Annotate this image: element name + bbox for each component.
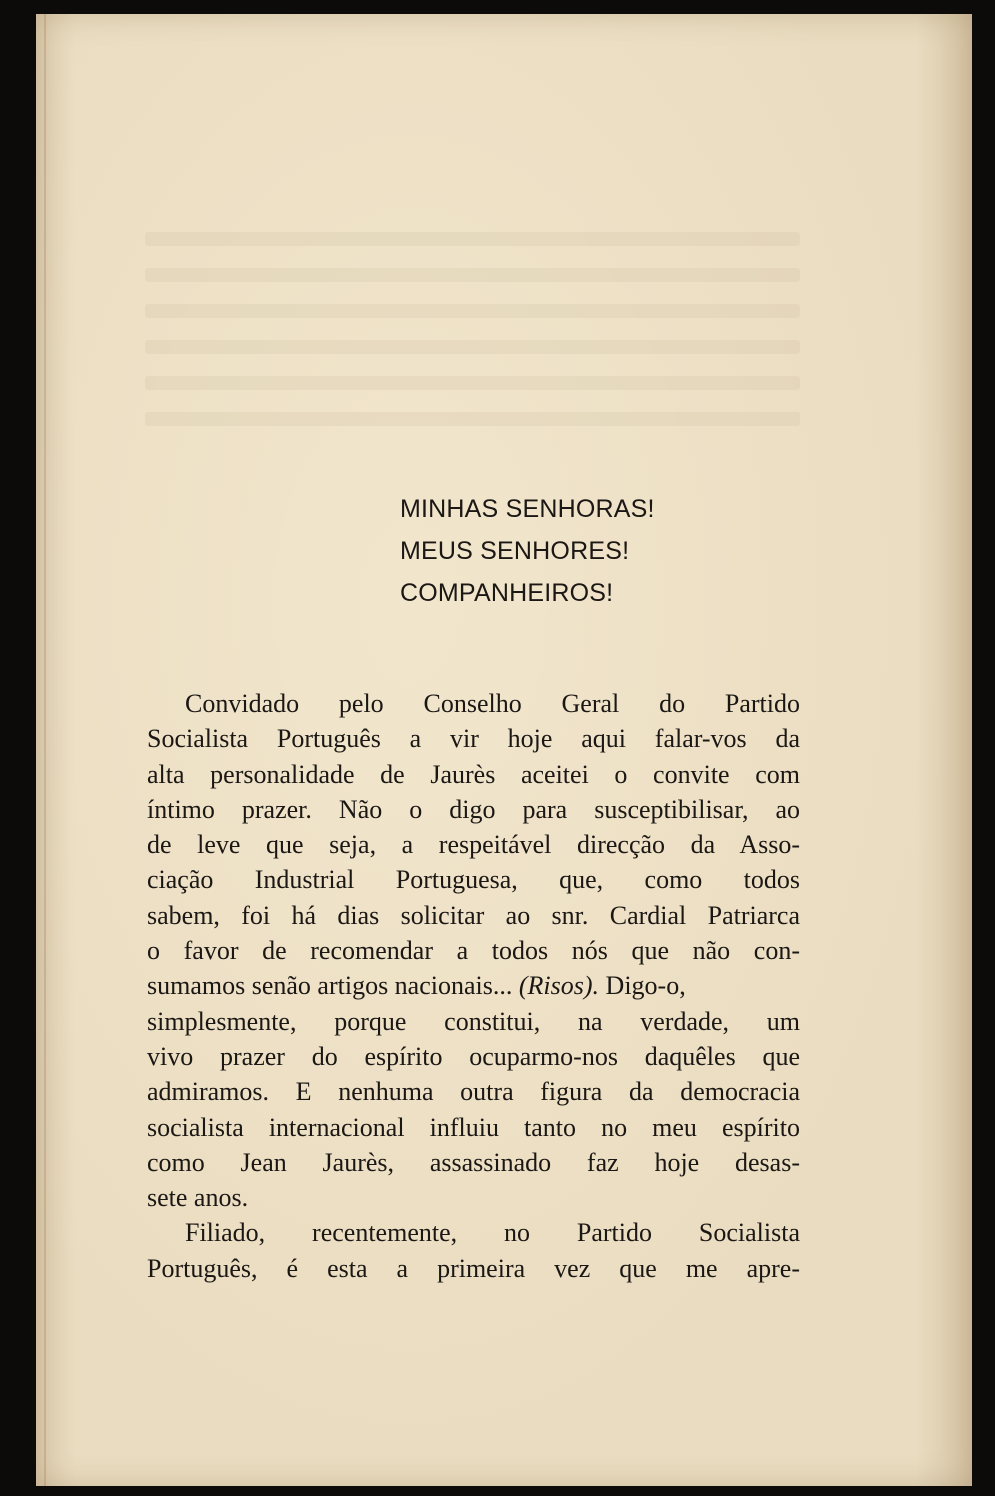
stage-direction-laughter: (Risos). xyxy=(518,971,600,1001)
text-line: sabem, foi há dias solicitar ao snr. Cardial Patriarca xyxy=(147,900,800,930)
salutation-block xyxy=(400,488,655,614)
text-line: Filiado, recentemente, no Partido Socialista xyxy=(185,1218,800,1248)
page-fold-shadow xyxy=(44,14,46,1486)
text-line: simplesmente, porque constitui, na verdade, um xyxy=(147,1006,800,1036)
show-through-mark xyxy=(145,376,800,390)
text-line: sete anos. xyxy=(147,1183,249,1213)
text-line: alta personalidade de Jaurès aceitei o convite com xyxy=(147,759,800,789)
text-fragment: sumamos senão artigos nacionais... xyxy=(147,971,513,1001)
salutation-line: COMPANHEIROS! xyxy=(400,579,614,607)
text-line: ciação Industrial Portuguesa, que, como todos xyxy=(147,865,800,895)
show-through-mark xyxy=(145,412,800,426)
text-line: íntimo prazer. Não o digo para susceptibilisar, ao xyxy=(147,794,800,824)
text-line: vivo prazer do espírito ocuparmo-nos daquêles que xyxy=(147,1041,800,1071)
salutation-line: MINHAS SENHORAS! xyxy=(400,495,655,523)
salutation-line: MEUS SENHORES! xyxy=(400,537,630,565)
text-line: Português, é esta a primeira vez que me apre- xyxy=(147,1253,800,1283)
show-through-mark xyxy=(145,232,800,246)
text-line: admiramos. E nenhuma outra figura da democracia xyxy=(147,1077,800,1107)
show-through-mark xyxy=(145,268,800,282)
text-line-mixed xyxy=(147,968,800,1003)
text-line: como Jean Jaurès, assassinado faz hoje desas- xyxy=(147,1147,800,1177)
text-line: de leve que seja, a respeitável direcção da Asso- xyxy=(147,830,800,860)
text-line: Convidado pelo Conselho Geral do Partido xyxy=(185,689,800,718)
body-text xyxy=(147,686,800,1286)
text-line: socialista internacional influiu tanto no meu espírito xyxy=(147,1112,800,1142)
text-line: Socialista Português a vir hoje aqui falar-vos da xyxy=(147,724,800,754)
text-line: o favor de recomendar a todos nós que não con- xyxy=(147,936,800,966)
show-through-mark xyxy=(145,340,800,354)
show-through-mark xyxy=(145,304,800,318)
text-fragment: Digo-o, xyxy=(605,971,686,1001)
